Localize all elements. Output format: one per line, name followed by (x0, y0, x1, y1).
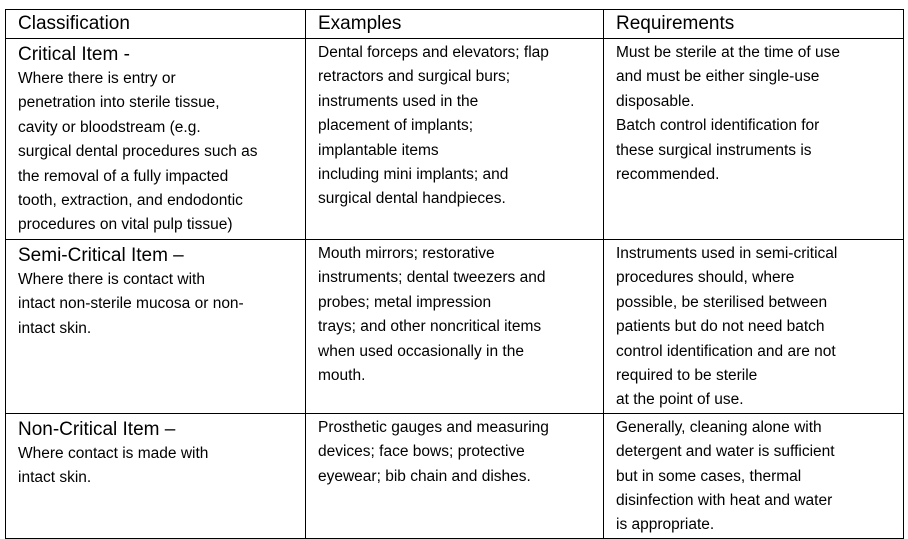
classification-line: surgical dental procedures such as (18, 143, 258, 161)
requirements-line: detergent and water is sufficient (616, 443, 835, 461)
requirements-line: Generally, cleaning alone with (616, 418, 822, 436)
examples-line: Dental forceps and elevators; flap (318, 44, 549, 61)
classification-line: the removal of a fully impacted (18, 167, 229, 185)
classification-cell (6, 413, 306, 538)
examples-line: mouth. (318, 367, 366, 385)
requirements-line: disposable. (616, 92, 695, 110)
requirements-line: control identification and are not (616, 342, 836, 360)
table-row-critical (6, 39, 904, 240)
classification-line: Where there is contact with (18, 271, 205, 288)
examples-line: probes; metal impression (318, 293, 492, 311)
requirements-cell (604, 240, 904, 414)
examples-line: retractors and surgical burs; (318, 68, 511, 86)
header-examples: Examples (306, 10, 604, 39)
requirements-line: required to be sterile (616, 367, 758, 385)
classification-line: intact skin. (18, 469, 92, 487)
classification-cell (6, 39, 306, 240)
header-classification: Classification (6, 10, 306, 39)
examples-line: devices; face bows; protective (318, 443, 525, 461)
examples-line: instruments used in the (318, 92, 479, 110)
table-row-non-critical (6, 413, 904, 538)
examples-line: when used occasionally in the (318, 342, 524, 360)
header-requirements: Requirements (604, 10, 904, 39)
requirements-line: but in some cases, thermal (616, 467, 802, 485)
examples-line: placement of implants; (318, 117, 474, 135)
requirements-line: Must be sterile at the time of use (616, 44, 840, 61)
header-row (6, 10, 904, 39)
classification-line: procedures on vital pulp tissue) (18, 216, 233, 234)
classification-table (5, 9, 904, 539)
requirements-line: these surgical instruments is (616, 141, 812, 159)
examples-line: eyewear; bib chain and dishes. (318, 467, 531, 485)
classification-line: cavity or bloodstream (e.g. (18, 118, 201, 136)
examples-cell (306, 240, 604, 414)
classification-line: intact non-sterile mucosa or non- (18, 295, 244, 313)
requirements-line: at the point of use. (616, 391, 744, 409)
classification-line: penetration into sterile tissue, (18, 94, 220, 112)
classification-line: tooth, extraction, and endodontic (18, 192, 243, 210)
classification-title: Critical Item - (18, 44, 130, 65)
examples-line: Prosthetic gauges and measuring (318, 418, 549, 436)
classification-title: Semi-Critical Item – (18, 245, 184, 266)
requirements-line: procedures should, where (616, 269, 795, 287)
examples-line: trays; and other noncritical items (318, 318, 542, 336)
classification-title: Non-Critical Item – (18, 418, 176, 440)
requirements-line: disinfection with heat and water (616, 492, 833, 510)
table-row-semi-critical (6, 240, 904, 414)
requirements-line: is appropriate. (616, 516, 715, 534)
requirements-line: Batch control identification for (616, 117, 820, 135)
requirements-line: recommended. (616, 166, 720, 184)
classification-line: Where there is entry or (18, 70, 176, 87)
requirements-line: and must be either single-use (616, 68, 820, 86)
requirements-cell (604, 39, 904, 240)
examples-line: surgical dental handpieces. (318, 190, 506, 208)
examples-line: instruments; dental tweezers and (318, 269, 546, 287)
examples-line: including mini implants; and (318, 166, 509, 184)
examples-line: Mouth mirrors; restorative (318, 245, 495, 262)
classification-line: intact skin. (18, 319, 92, 337)
examples-line: implantable items (318, 141, 439, 159)
requirements-line: patients but do not need batch (616, 318, 825, 336)
examples-cell (306, 39, 604, 240)
requirements-line: possible, be sterilised between (616, 293, 828, 311)
classification-line: Where contact is made with (18, 444, 209, 462)
classification-cell (6, 240, 306, 414)
requirements-line: Instruments used in semi-critical (616, 245, 838, 262)
requirements-cell (604, 413, 904, 538)
examples-cell (306, 413, 604, 538)
